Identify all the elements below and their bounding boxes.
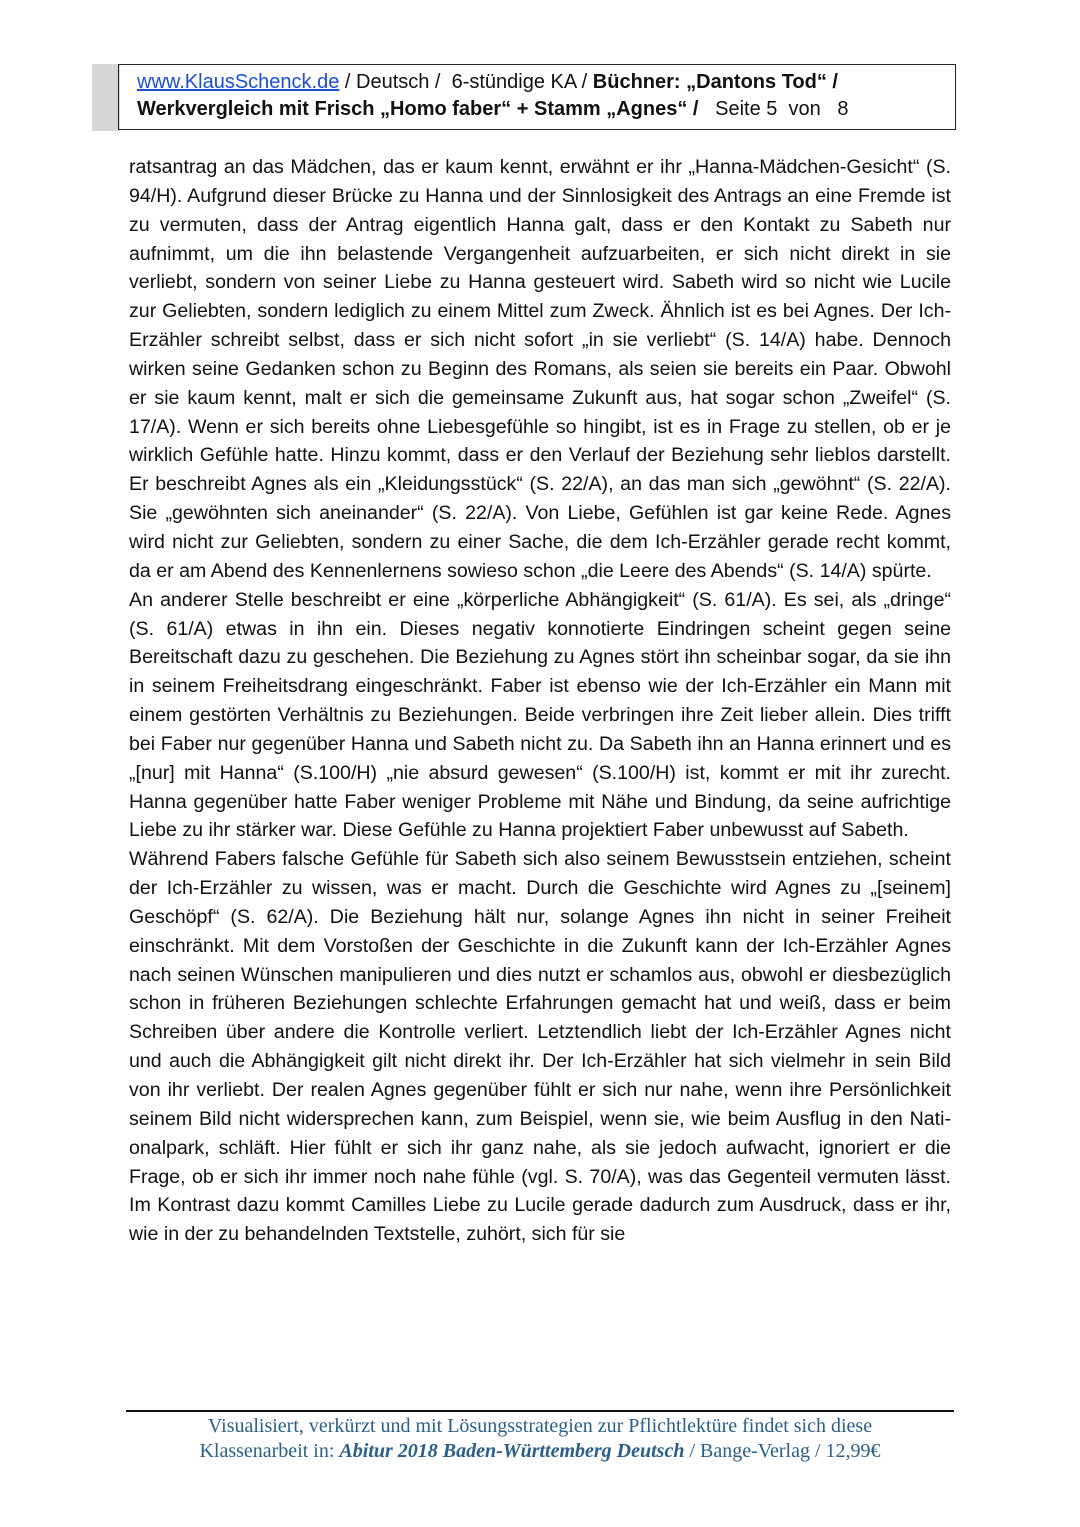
page-footer [126, 1414, 954, 1464]
page-number: Seite 5 von 8 [698, 98, 849, 120]
header-comparison: Werkvergleich mit Frisch „Homo faber“ + Stamm „Agnes“ / [137, 98, 699, 120]
header-shade [92, 64, 120, 131]
header-line-2 [137, 96, 955, 123]
footer-book-title: Abitur 2018 Baden-Württemberg Deutsch [339, 1440, 685, 1462]
header-line-1 [137, 69, 955, 96]
paragraph: An anderer Stelle beschreibt er eine „körperliche Abhängigkeit“ (S. 61/A). Es sei, als „dringe“ (S. 61/A) etwas in ihn ein. Dieses negativ konnotierte Eindringen scheint gegen seine Bereitschaft dazu zu geschehen. Die Beziehung zu Agnes stört ihn scheinbar sogar, da sie ihn in seinem Freiheitsdrang eingeschränkt. Faber ist ebenso wie der Ich-Erzähler ein Mann mit einem gestörten Verhältnis zu Beziehungen. Beide verbringen ihre Zeit lieber allein. Dies trifft bei Faber nur gegenüber Hanna und Sabeth nicht zu. Da Sabeth ihn an Hanna erinnert und es „[nur] mit Hanna“ (S.100/H) „nie absurd gewesen“ (S.100/H) ist, kommt er mit ihr zurecht. Hanna gegenüber hatte Faber weniger Probleme mit Nähe und Bindung, da seine aufrichtige Liebe zu ihr stärker war. Diese Gefühle zu Hanna projektiert Faber unbewusst auf Sabeth. [129, 588, 951, 842]
body-text [129, 153, 951, 1249]
footer-divider [126, 1410, 954, 1412]
header-topic: Büchner: „Dantons Tod“ / [592, 71, 838, 93]
footer-publisher: / Bange-Verlag / 12,99€ [684, 1440, 881, 1462]
page-header [118, 64, 956, 130]
header-subject: / Deutsch / 6-stündige KA / [339, 71, 593, 93]
footer-prefix: Klassenarbeit in: [199, 1440, 340, 1462]
site-link[interactable]: www.KlausSchenck.de [137, 71, 340, 93]
paragraph: Während Fabers falsche Gefühle für Sabeth sich also seinem Bewusstsein entziehen, scheint der Ich-Erzähler zu wissen, was er macht. Durch die Geschichte wird Agnes zu „[seinem] Geschöpf“ (S. 62/A). Die Beziehung hält nur, solange Agnes ihn nicht in seiner Freiheit einschränkt. Mit dem Vorstoßen der Geschichte in die Zukunft kann der Ich-Erzähler Agnes nach seinen Wünschen manipulieren und dies nutzt er schamlos aus, obwohl er diesbezüglich schon in früheren Beziehungen schlechte Erfahrungen gemacht hat und weiß, dass er beim Schreiben über andere die Kontrolle verliert. Letztendlich liebt der Ich-Erzähler Agnes nicht und auch die Abhängigkeit gilt nicht direkt ihr. Der Ich-Erzähler hat sich vielmehr in sein Bild von ihr verliebt. Der realen Agnes gegenüber fühlt er sich nur nahe, wenn ihre Persönlichkeit seinem Bild nicht widersprechen kann, zum Beispiel, wenn sie, wie beim Ausflug in den Nationalpark, schläft. Hier fühlt er sich ihr ganz nahe, als sie jedoch aufwacht, ignoriert er die Frage, ob er sich ihr immer noch nahe fühle (vgl. S. 70/A), was das Gegenteil vermuten lässt. Im Kontrast dazu kommt Camilles Liebe zu Lucile gerade dadurch zum Ausdruck, dass er ihr, wie in der zu behandelnden Textstelle, zuhört, sich für sie [129, 848, 951, 1246]
footer-line-1: Visualisiert, verkürzt und mit Lösungsstrategien zur Pflichtlektüre findet sich diese [207, 1415, 873, 1437]
footer-line-2 [126, 1439, 954, 1464]
paragraph: ratsantrag an das Mädchen, das er kaum kennt, erwähnt er ihr „Hanna-Mädchen-Gesicht“ (S. 94/H). Aufgrund dieser Brücke zu Hanna und der Sinnlosigkeit des Antrags an eine Fremde ist zu vermuten, dass der Antrag eigentlich Hanna galt, dass er den Kontakt zu Sabeth nur aufnimmt, um die ihn belastende Vergangenheit aufzuarbeiten, er sich nicht direkt in sie verliebt, sondern von seiner Liebe zu Hanna gesteuert wird. Sabeth wird so nicht wie Lucile zur Geliebten, sondern lediglich zu einem Mittel zum Zweck. Ähnlich ist es bei Agnes. Der Ich-Erzähler schreibt selbst, dass er sich nicht sofort „in sie verliebt“ (S. 14/A) habe. Dennoch wirken seine Gedanken schon zu Beginn des Romans, als seien sie bereits ein Paar. Obwohl er sie kaum kennt, malt er sich die gemeinsame Zukunft aus, hat sogar schon „Zweifel“ (S. 17/A). Wenn er sich bereits ohne Liebesgefühle so hingibt, ist es in Frage zu stellen, ob er je wirklich Gefühle hatte. Hinzu kommt, dass er den Verlauf der Beziehung sehr lieblos darstellt. Er beschreibt Agnes als ein „Kleidungsstück“ (S. 22/A), an das man sich „gewöhnt“ (S. 22/A). Sie „gewöhnten sich aneinander“ (S. 22/A). Von Liebe, Gefühlen ist gar keine Rede. Agnes wird nicht zur Geliebten, sondern zu einer Sache, die dem Ich-Erzähler gerade recht kommt, da er am Abend des Kennenlernens sowieso schon „die Leere des Abends“ (S. 14/A) spürte. [129, 156, 951, 582]
